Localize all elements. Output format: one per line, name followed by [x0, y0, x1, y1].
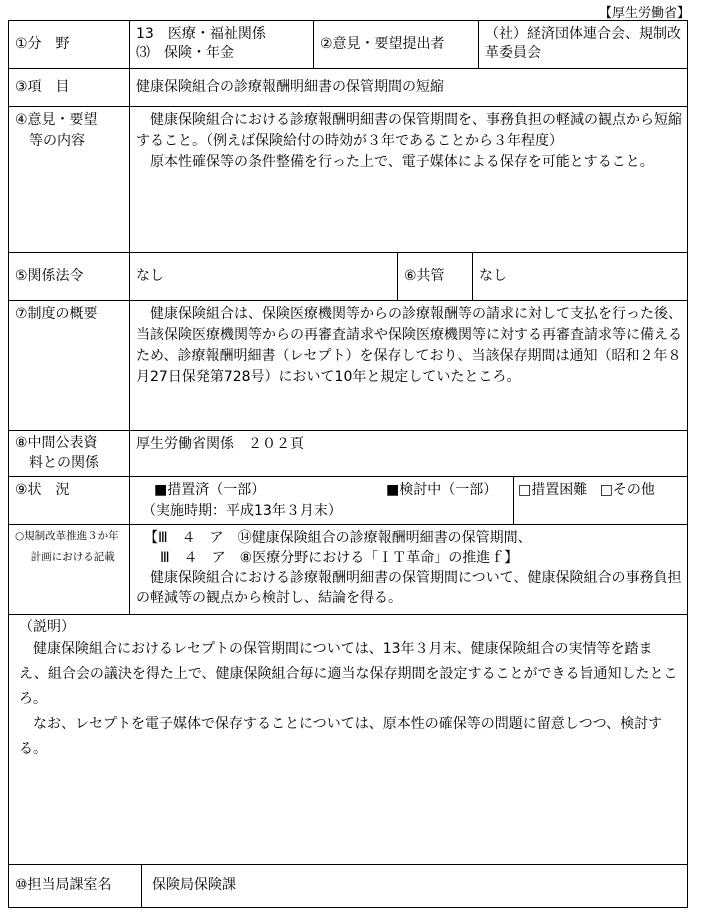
row-overview: [9, 301, 687, 431]
overview-value: [129, 301, 689, 430]
opinion-para1: 健康保険組合における診療報酬明細書の保管期間を、事務負担の軽減の観点から短縮すること。（例えば保険給付の時効が３年であることから３年程度）: [136, 112, 682, 149]
ministry-label: 【厚生労働省】: [598, 6, 690, 21]
overview-label: ⑦制度の概要: [15, 306, 98, 322]
row-interim: [9, 431, 687, 477]
interim-label-line1: ⑧中間公表資: [15, 435, 98, 451]
status-right: [513, 477, 689, 524]
law-value: なし: [129, 253, 397, 300]
status-difficult: □措置困難: [518, 482, 588, 498]
explanation-body: [9, 615, 689, 864]
opinion-value: [129, 107, 689, 252]
field-value-line2: ⑶ 保険・年金: [136, 45, 234, 61]
status-other: □その他: [599, 482, 655, 498]
row-law: [9, 253, 687, 301]
interim-value: 厚生労働省関係 ２０２頁: [129, 431, 689, 476]
office-label: ⑩担当局課室名: [15, 877, 112, 893]
plan-label-line2: 計画における記載: [30, 551, 115, 563]
status-label: ⑨状 況: [15, 482, 70, 498]
row-field: [9, 21, 687, 69]
opinion-label-line2: 等の内容: [29, 133, 85, 149]
opinion-label-line1: ④意見・要望: [15, 112, 98, 128]
jurisdiction-value: なし: [472, 253, 689, 300]
opinion-table: [8, 20, 688, 908]
status-implemented: ■措置済（一部）: [154, 482, 266, 498]
status-left: [129, 477, 513, 524]
status-date: （実施時期：平成13年３月末）: [142, 503, 342, 519]
interim-label-line2: 料との関係: [29, 455, 99, 471]
plan-value: [129, 525, 689, 614]
law-label: ⑤関係法令: [15, 268, 84, 284]
item-value: 健康保険組合の診療報酬明細書の保管期間の短縮: [129, 69, 689, 106]
plan-label: [9, 525, 129, 614]
row-item: [9, 69, 687, 107]
plan-label-line1: ○規制改革推進３か年: [15, 530, 119, 542]
overview-text: 健康保険組合は、保険医療機関等からの診療報酬等の請求に対して支払を行った後、当該保険医療機関等からの再審査請求や保険医療機関等に対する再審査請求等に備えるため、診療報酬明細書（レセプト）を保存しており、当該保存期間は通知（昭和２年８月27日保発第728号）において10年と規定していたところ。: [136, 306, 682, 385]
field-label: ①分 野: [15, 36, 70, 52]
item-label: ③項 目: [15, 79, 70, 95]
office-value: 保険局保険課: [141, 865, 689, 907]
row-plan: [9, 525, 687, 615]
jurisdiction-label: ⑥共管: [397, 253, 472, 300]
submitter-label: ②意見・要望提出者: [313, 21, 478, 68]
plan-line1: 【Ⅲ ４ ア ⑭健康保険組合の診療報酬明細書の保管期間、: [144, 530, 532, 546]
row-office: [9, 865, 687, 907]
row-status: [9, 477, 687, 525]
field-value: [129, 21, 313, 68]
opinion-label: [9, 107, 129, 252]
submitter-value: （社）経済団体連合会、規制改革委員会: [478, 21, 689, 68]
row-explanation: [9, 615, 687, 865]
explanation-para2: なお、レセプトを電子媒体で保存することについては、原本性の確保等の問題に留意しつつ、検討する。: [19, 716, 663, 757]
opinion-para2: 原本性確保等の条件整備を行った上で、電子媒体による保存を可能とすること。: [150, 154, 654, 170]
explanation-para1: 健康保険組合におけるレセプトの保管期間については、13年３月末、健康保険組合の実情等を踏まえ、組合会の議決を得た上で、健康保険組合毎に適当な保存期間を設定することができる旨通知したところ。: [19, 641, 678, 707]
status-under-review: ■検討中（一部）: [386, 482, 498, 498]
plan-text: 健康保険組合における診療報酬明細書の保管期間について、健康保険組合の事務負担の軽減等の観点から検討し、結論を得る。: [136, 570, 682, 606]
row-opinion: [9, 107, 687, 253]
plan-line2: Ⅲ ４ ア ⑧医療分野における「ＩＴ革命」の推進ｆ】: [160, 550, 519, 566]
field-value-line1: 13 医療・福祉関係: [136, 26, 266, 42]
explanation-heading: （説明）: [19, 619, 75, 635]
interim-label: [9, 431, 129, 476]
